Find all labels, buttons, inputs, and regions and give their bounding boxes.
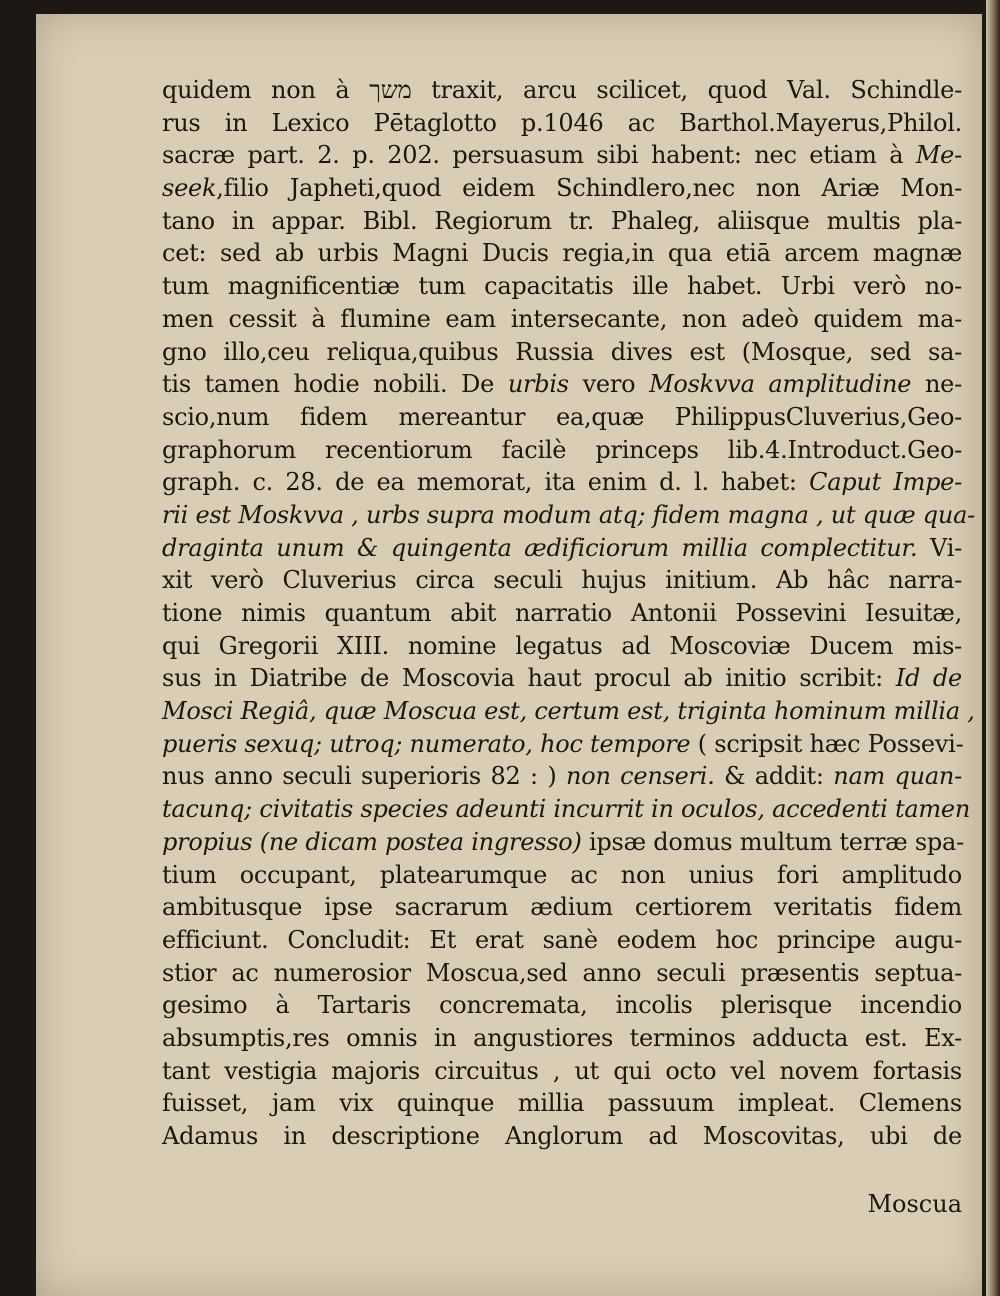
text-segment: tum magnificentiæ tum capacitatis ille habet. Urbi verò no- xyxy=(162,272,962,301)
text-line xyxy=(162,368,962,401)
text-segment: graph. c. 28. de ea memorat, ita enim d. l. habet: xyxy=(162,468,810,497)
book-page xyxy=(36,14,982,1296)
text-segment: nam quan- xyxy=(833,762,962,791)
text-segment: stior ac numerosior Moscua,sed anno seculi præsentis septua- xyxy=(162,958,962,987)
text-segment: qui Gregorii XIII. nomine legatus ad Moscoviæ Ducem mis- xyxy=(162,631,962,660)
text-segment: quidem non à xyxy=(162,76,370,104)
text-segment: & addit: xyxy=(714,762,834,791)
text-line xyxy=(162,924,962,957)
text-segment: tione nimis quantum abit narratio Antonii Possevini Iesuitæ, xyxy=(162,599,962,627)
text-line xyxy=(162,597,962,630)
text-line xyxy=(162,662,962,695)
text-segment: men cessit à flumine eam intersecante, non adeò quidem ma- xyxy=(162,304,962,333)
text-segment: ,filio Japheti,quod eidem Schindlero,nec non Ariæ Mon- xyxy=(216,174,962,203)
text-segment: graphorum recentiorum facilè princeps lib.4.Introduct.Geo- xyxy=(162,435,962,464)
text-line xyxy=(162,859,962,892)
text-segment: tant vestigia majoris circuitus , ut qui octo vel novem fortasis xyxy=(162,1056,962,1085)
text-segment: pueris sexuq; utroq; numerato, hoc tempore xyxy=(162,729,691,758)
text-segment: seek xyxy=(162,174,217,203)
text-line xyxy=(162,1022,962,1055)
text-line xyxy=(162,532,962,565)
text-line xyxy=(162,107,962,140)
text-segment: propius (ne dicam postea ingresso) xyxy=(162,827,582,856)
text-line xyxy=(162,499,975,532)
text-line xyxy=(162,1055,962,1088)
text-line xyxy=(162,564,962,597)
text-line xyxy=(162,336,962,369)
text-segment: tium occupant, platearumque ac non unius fori amplitudo xyxy=(162,860,962,889)
text-segment: non censeri. xyxy=(566,762,715,791)
text-line xyxy=(162,989,962,1022)
text-line xyxy=(162,826,962,859)
text-line xyxy=(162,74,962,107)
text-segment: xit verò Cluverius circa seculi hujus initium. Ab hâc narra- xyxy=(162,566,962,595)
text-segment: rii est Moskvva , urbs supra modum atq; fidem magna , ut quæ qua- xyxy=(162,500,975,529)
text-segment: tacunq; civitatis species adeunti incurrit in oculos, accedenti tamen xyxy=(162,795,971,824)
text-segment: ipsæ domus multum terræ spa- xyxy=(581,827,964,856)
text-line xyxy=(162,401,962,434)
text-line xyxy=(162,1087,962,1120)
text-segment: rus in Lexico Pētaglotto p.1046 ac Barthol.Mayerus,Philol. xyxy=(162,108,962,137)
text-line xyxy=(162,793,971,826)
text-segment: scio,num fidem mereantur ea,quæ PhilippusCluverius,Geo- xyxy=(162,402,962,431)
text-segment: ( scripsit hæc Possevi- xyxy=(690,729,964,758)
text-segment: Vi- xyxy=(917,533,962,562)
text-segment: urbis xyxy=(507,370,569,399)
text-segment: Adamus in descriptione Anglorum ad Moscovitas, ubi de xyxy=(162,1122,962,1150)
text-line xyxy=(162,957,962,990)
text-segment: tano in appar. Bibl. Regiorum tr. Phaleg, aliisque multis pla- xyxy=(162,206,962,235)
text-segment: vero xyxy=(568,370,650,399)
text-line xyxy=(162,205,962,238)
text-segment: sacræ part. 2. p. 202. persuasum sibi habent: nec etiam à xyxy=(162,141,916,170)
text-segment: cet: sed ab urbis Magni Ducis regia,in qua etiā arcem magnæ xyxy=(162,239,962,268)
body-text xyxy=(162,74,975,1153)
text-segment: gno illo,ceu reliqua,quibus Russia dives est (Mosque, sed sa- xyxy=(162,337,962,366)
text-line xyxy=(162,1120,962,1153)
text-line xyxy=(162,695,975,728)
text-segment: Me- xyxy=(915,141,962,170)
text-line xyxy=(162,760,962,793)
text-line xyxy=(162,172,962,205)
text-segment: Moskvva amplitudine xyxy=(649,370,912,399)
text-line xyxy=(162,434,962,467)
text-line xyxy=(162,237,962,270)
text-segment: ambitusque ipse sacrarum ædium certiorem veritatis fidem xyxy=(162,893,962,922)
text-segment: draginta unum & quingenta ædificiorum millia complectitur. xyxy=(162,533,918,562)
text-line xyxy=(162,466,962,499)
text-segment: ne- xyxy=(911,370,962,399)
text-segment: sus in Diatribe de Moscovia haut procul ab initio scribit: xyxy=(162,664,896,693)
text-segment: tis tamen hodie nobili. De xyxy=(162,370,508,399)
text-segment: Mosci Regiâ, quæ Moscua est, certum est, triginta hominum millia , xyxy=(162,697,975,726)
text-line xyxy=(162,891,962,924)
text-line xyxy=(162,139,962,172)
text-line xyxy=(162,728,962,761)
text-segment: fuisset, jam vix quinque millia passuum impleat. Clemens xyxy=(162,1089,962,1118)
page-edge-shadow xyxy=(986,0,1000,1296)
text-segment: nus anno seculi superioris 82 : ) xyxy=(162,762,567,791)
catchword: Moscua xyxy=(867,1190,962,1218)
text-segment: efficiunt. Concludit: Et erat sanè eodem hoc principe augu- xyxy=(162,925,962,954)
text-line xyxy=(162,270,962,303)
text-segment: Id de xyxy=(895,664,962,693)
text-line xyxy=(162,303,962,336)
text-segment: absumptis,res omnis in angustiores terminos adducta est. Ex- xyxy=(162,1023,962,1052)
text-segment: traxit, arcu scilicet, quod Val. Schindle- xyxy=(411,76,962,104)
text-line xyxy=(162,630,962,663)
text-segment: משך xyxy=(369,76,412,104)
text-segment: gesimo à Tartaris concremata, incolis plerisque incendio xyxy=(162,991,962,1020)
text-segment: Caput Impe- xyxy=(809,468,962,497)
